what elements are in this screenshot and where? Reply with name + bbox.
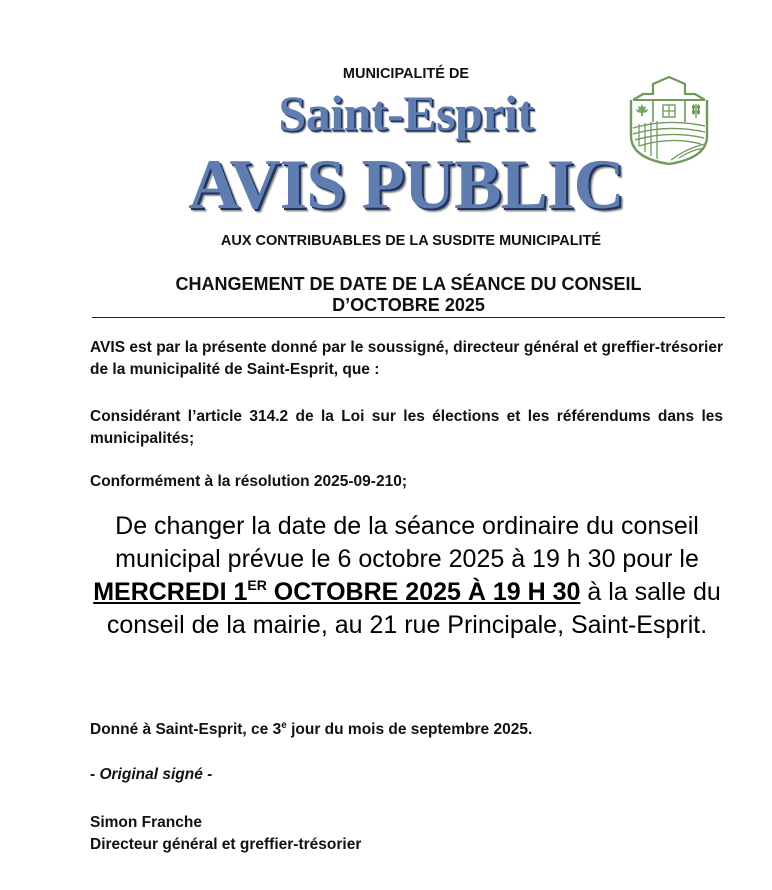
decision-text-before: De changer la date de la séance ordinaire du conseil municipal prévue le 6 octobre 2025 à 19 h 30 pour le xyxy=(115,512,699,573)
new-date-rest: OCTOBRE 2025 À 19 H 30 xyxy=(266,578,581,606)
signatory-name: Simon Franche xyxy=(90,814,202,831)
given-date-line xyxy=(90,719,723,741)
document-heading: AVIS PUBLIC xyxy=(188,146,624,224)
new-meeting-date xyxy=(93,578,580,606)
signatory-role: Directeur général et greffier-trésorier xyxy=(90,836,362,853)
town-name: Saint-Esprit xyxy=(278,85,534,141)
notice-title-line1: CHANGEMENT DE DATE DE LA SÉANCE DU CONSEIL xyxy=(175,274,642,294)
notice-title xyxy=(92,274,725,316)
crest-graphic xyxy=(627,74,711,166)
municipal-crest-icon xyxy=(627,74,711,166)
new-date-ordinal: ER xyxy=(247,577,267,593)
audience-line: AUX CONTRIBUABLES DE LA SUSDITE MUNICIPALITÉ xyxy=(220,233,602,249)
given-date-ordinal: e xyxy=(281,720,287,731)
decision-text-after: à la salle du conseil de la mairie, au 21 rue Principale, Saint-Esprit. xyxy=(106,578,721,639)
original-signed-note: - Original signé - xyxy=(90,766,213,783)
paragraph-resolution: Conformément à la résolution 2025-09-210; xyxy=(90,473,407,490)
municipality-label: MUNICIPALITÉ DE xyxy=(342,66,470,82)
title-divider xyxy=(92,317,725,318)
given-date-start: Donné à Saint-Esprit, ce 3 xyxy=(90,721,282,738)
notice-title-line2: D’OCTOBRE 2025 xyxy=(332,295,485,315)
given-date-end: jour du mois de septembre 2025. xyxy=(286,721,533,738)
new-date-day: MERCREDI 1 xyxy=(93,578,248,606)
paragraph-notice: AVIS est par la présente donné par le soussigné, directeur général et greffier-trésorier de la municipalité de Saint-Esprit, que : xyxy=(90,339,723,378)
decision-statement xyxy=(82,510,732,642)
paragraph-considerant: Considérant l’article 314.2 de la Loi sur les élections et les référendums dans les municipalités; xyxy=(90,408,723,447)
